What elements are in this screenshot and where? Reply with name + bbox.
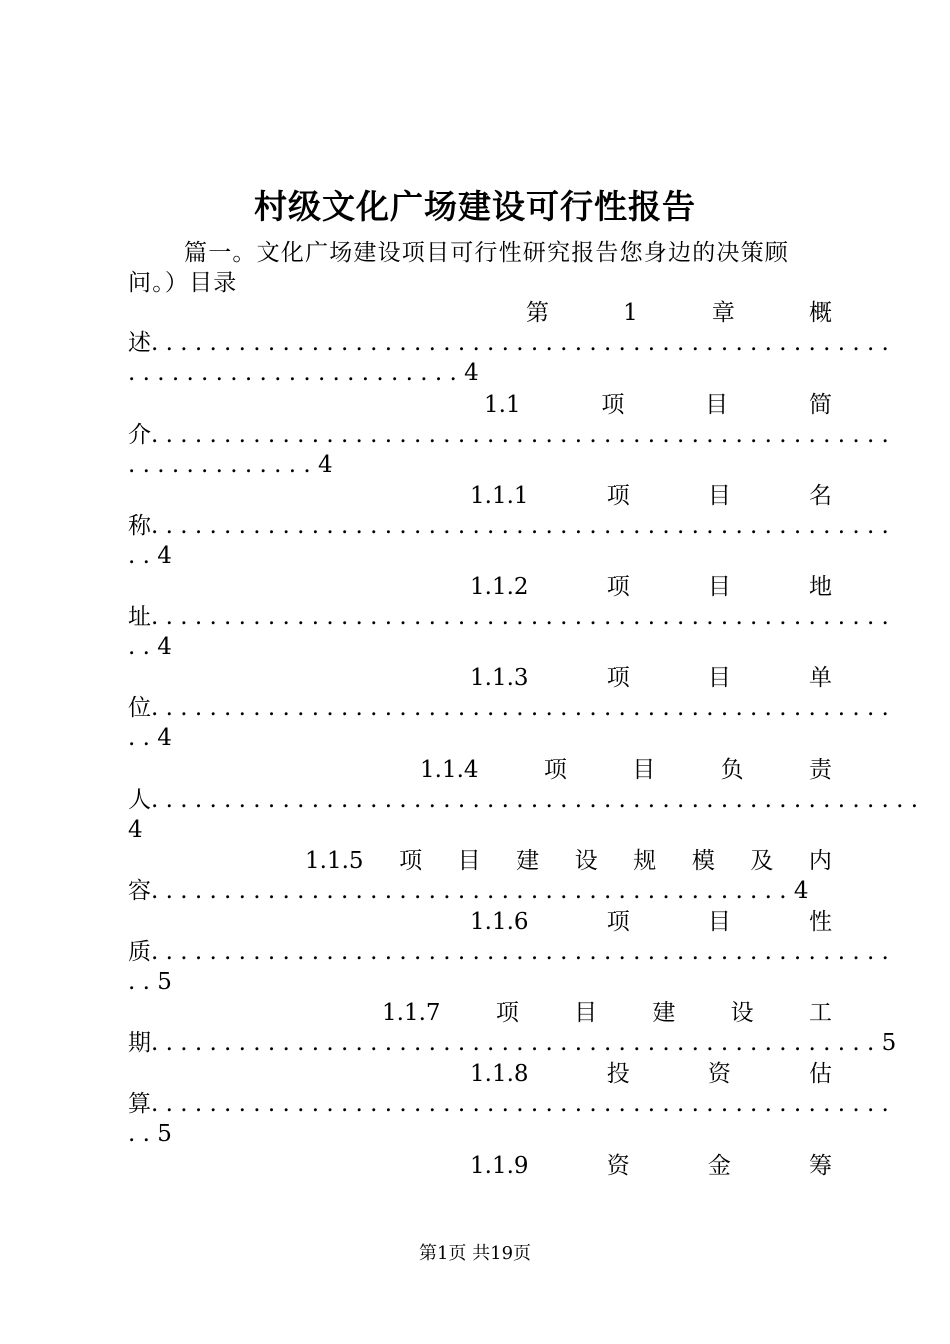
toc-dot-leader: ................................................... bbox=[151, 939, 897, 965]
toc-entry-char: 项 bbox=[606, 574, 630, 600]
toc-entry-leader bbox=[128, 693, 897, 723]
toc-entry-leader bbox=[128, 1028, 897, 1058]
toc-dot-leader: ..................................................... bbox=[151, 787, 926, 813]
toc-leader-continuation bbox=[128, 723, 832, 753]
toc-dot-leader: ................................................... bbox=[151, 695, 897, 721]
toc-entry-leader bbox=[128, 937, 897, 967]
toc-page-number: 4 bbox=[157, 634, 172, 660]
toc-entry-char: 单 bbox=[809, 665, 832, 691]
toc-entry-tail: 位 bbox=[128, 695, 151, 721]
toc-entry-char: 目 bbox=[457, 848, 481, 874]
toc-entry-tail: 人 bbox=[128, 787, 151, 813]
toc-entry-tail: 址 bbox=[128, 604, 151, 630]
toc-dot-leader: ................................................... bbox=[151, 1091, 897, 1117]
toc-entry-char: 资 bbox=[707, 1061, 731, 1087]
toc-entry-char: 概 bbox=[808, 300, 832, 326]
document-title: 村级文化广场建设可行性报告 bbox=[254, 187, 696, 226]
toc-dot-leader: .. bbox=[128, 1121, 158, 1147]
toc-entry-char: 目 bbox=[632, 757, 656, 783]
toc-entry-char: 资 bbox=[606, 1153, 630, 1179]
toc-entry-char: 目 bbox=[705, 392, 729, 418]
toc-entry-number: 1.1.1 bbox=[470, 483, 529, 509]
toc-entry-tail: 算 bbox=[128, 1091, 151, 1117]
toc-entry-number: 1.1.9 bbox=[470, 1153, 529, 1179]
toc-entry-char: 工 bbox=[808, 1000, 832, 1026]
toc-entry-heading[interactable] bbox=[470, 663, 832, 693]
toc-entry-heading[interactable] bbox=[470, 1059, 832, 1089]
toc-entry-tail: 述 bbox=[128, 330, 151, 356]
toc-page-number: 5 bbox=[157, 969, 172, 995]
toc-entry-char: 筹 bbox=[809, 1153, 832, 1179]
toc-entry-heading[interactable] bbox=[420, 755, 832, 785]
toc-dot-leader: .. bbox=[128, 543, 158, 569]
toc-dot-leader: ................................................... bbox=[151, 422, 897, 448]
toc-entry-heading[interactable] bbox=[526, 298, 832, 328]
toc-dot-leader: .. bbox=[128, 634, 158, 660]
toc-entry-number: 1.1.5 bbox=[305, 848, 364, 874]
toc-entry-number: 1.1.6 bbox=[470, 909, 529, 935]
toc-entry-tail: 称 bbox=[128, 513, 151, 539]
toc-dot-leader: ....................... bbox=[128, 360, 465, 386]
toc-entry-char: 章 bbox=[711, 300, 735, 326]
toc-page-number: 5 bbox=[157, 1121, 172, 1147]
toc-page-number: 5 bbox=[881, 1030, 897, 1056]
toc-dot-leader: ............. bbox=[128, 452, 318, 478]
toc-entry-leader bbox=[128, 1089, 897, 1119]
toc-dot-leader: .. bbox=[128, 725, 158, 751]
toc-entry-char: 项 bbox=[606, 909, 630, 935]
toc-dot-leader: ................................................... bbox=[151, 513, 897, 539]
toc-entry-char: 建 bbox=[652, 1000, 676, 1026]
toc-entry-char: 模 bbox=[691, 848, 715, 874]
toc-entry-heading[interactable] bbox=[470, 572, 832, 602]
toc-leader-continuation bbox=[128, 632, 832, 662]
toc-entry-char: 1 bbox=[623, 300, 638, 326]
toc-entry-number: 1.1.7 bbox=[382, 1000, 441, 1026]
toc-entry-tail: 期 bbox=[128, 1030, 151, 1056]
toc-entry-heading[interactable] bbox=[470, 907, 832, 937]
toc-entry-leader bbox=[128, 328, 897, 358]
toc-page-number: 4 bbox=[128, 817, 143, 843]
toc-entry-number: 第 bbox=[526, 300, 549, 326]
toc-entry-char: 目 bbox=[707, 909, 731, 935]
toc-page-number: 4 bbox=[464, 360, 479, 386]
toc-entry-char: 项 bbox=[495, 1000, 519, 1026]
toc-page-number: 4 bbox=[317, 452, 333, 478]
toc-entry-char: 项 bbox=[399, 848, 423, 874]
toc-leader-continuation bbox=[128, 967, 832, 997]
toc-entry-number: 1.1 bbox=[484, 392, 521, 418]
toc-entry-char: 金 bbox=[707, 1153, 731, 1179]
toc-entry-tail: 容 bbox=[128, 878, 151, 904]
toc-leader-continuation bbox=[128, 450, 832, 480]
toc-entry-char: 设 bbox=[730, 1000, 754, 1026]
toc-leader-continuation bbox=[128, 815, 832, 845]
intro-line-2: 问。）目录 bbox=[128, 270, 238, 296]
toc-entry-char: 设 bbox=[574, 848, 598, 874]
toc-entry-char: 项 bbox=[606, 665, 630, 691]
toc-entry-number: 1.1.8 bbox=[470, 1061, 529, 1087]
toc-entry-char: 目 bbox=[707, 665, 731, 691]
toc-entry-char: 及 bbox=[750, 848, 774, 874]
toc-entry-tail: 质 bbox=[128, 939, 151, 965]
toc-entry-heading[interactable] bbox=[382, 998, 832, 1028]
toc-entry-char: 目 bbox=[707, 574, 731, 600]
toc-entry-char: 规 bbox=[633, 848, 657, 874]
toc-entry-number: 1.1.3 bbox=[470, 665, 529, 691]
toc-page-number: 4 bbox=[793, 878, 809, 904]
toc-page-number: 4 bbox=[157, 543, 172, 569]
toc-entry-leader bbox=[128, 876, 832, 906]
toc-leader-continuation bbox=[128, 358, 832, 388]
toc-entry-leader bbox=[128, 511, 897, 541]
toc-entry-number: 1.1.2 bbox=[470, 574, 529, 600]
toc-dot-leader: .. bbox=[128, 969, 158, 995]
toc-entry-char: 投 bbox=[606, 1061, 630, 1087]
toc-entry-char: 建 bbox=[516, 848, 540, 874]
toc-entry-char: 目 bbox=[707, 483, 731, 509]
toc-entry-heading[interactable] bbox=[305, 846, 832, 876]
toc-entry-char: 性 bbox=[809, 909, 832, 935]
toc-entry-heading[interactable] bbox=[484, 390, 832, 420]
toc-leader-continuation bbox=[128, 541, 832, 571]
toc-entry-char: 项 bbox=[606, 483, 630, 509]
toc-entry-leader bbox=[128, 420, 897, 450]
toc-entry-heading[interactable] bbox=[470, 481, 832, 511]
toc-entry-char: 目 bbox=[574, 1000, 598, 1026]
toc-entry-char: 项 bbox=[601, 392, 625, 418]
toc-entry-leader bbox=[128, 602, 897, 632]
toc-entry-number: 1.1.4 bbox=[420, 757, 479, 783]
toc-dot-leader: ................................................... bbox=[151, 604, 897, 630]
toc-dot-leader: ................................................... bbox=[151, 330, 897, 356]
toc-entry-char: 负 bbox=[720, 757, 744, 783]
page-footer: 第1页 共19页 bbox=[418, 1243, 532, 1264]
toc-dot-leader: .................................................. bbox=[151, 1030, 882, 1056]
toc-entry-char: 名 bbox=[809, 483, 832, 509]
toc-entry-tail: 介 bbox=[128, 422, 151, 448]
toc-entry-char: 内 bbox=[808, 848, 832, 874]
toc-entry-char: 简 bbox=[808, 392, 832, 418]
toc-leader-continuation bbox=[128, 1119, 832, 1149]
toc-entry-heading[interactable] bbox=[470, 1151, 832, 1181]
toc-entry-char: 地 bbox=[809, 574, 832, 600]
toc-entry-leader bbox=[128, 785, 926, 815]
toc-page-number: 4 bbox=[157, 725, 172, 751]
toc-entry-char: 责 bbox=[808, 757, 832, 783]
toc-dot-leader: ............................................ bbox=[151, 878, 794, 904]
intro-line-1: 篇一。文化广场建设项目可行性研究报告您身边的决策顾 bbox=[184, 240, 789, 266]
toc-entry-char: 项 bbox=[543, 757, 567, 783]
toc-entry-char: 估 bbox=[809, 1061, 832, 1087]
